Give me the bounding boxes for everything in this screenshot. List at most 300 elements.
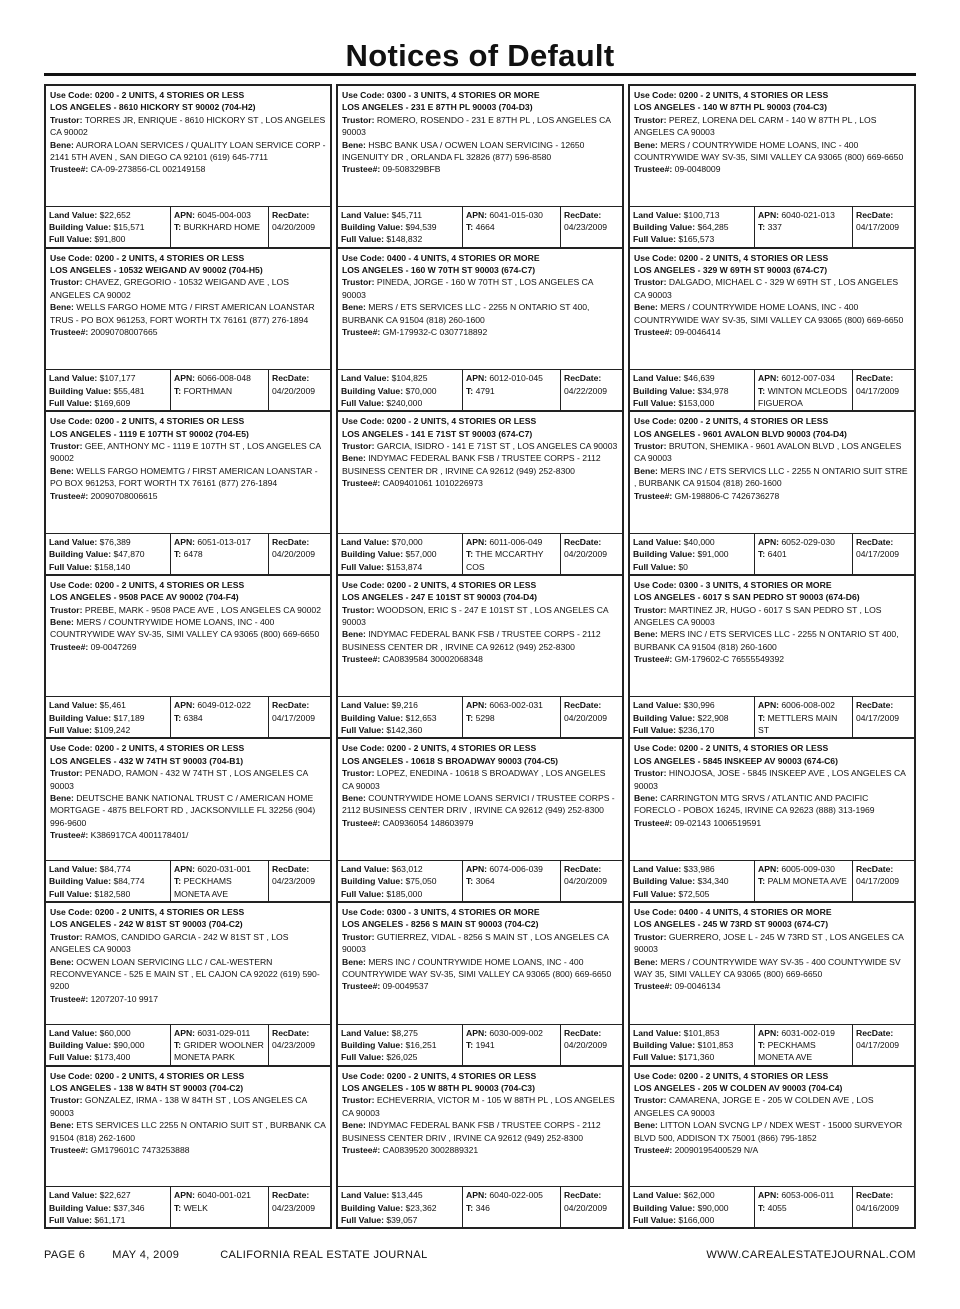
- apn-value: 6031-029-011: [197, 1027, 251, 1038]
- values-cell: [630, 370, 754, 410]
- use-code: Use Code: 0200 - 2 UNITS, 4 STORIES OR LESS: [50, 1070, 245, 1081]
- land-label: Land Value:: [49, 536, 98, 547]
- apn-cell: [754, 861, 852, 901]
- notice-card: [628, 248, 916, 412]
- full-label: Full Value:: [633, 888, 676, 899]
- apn-cell: [170, 861, 268, 901]
- trustee-label: Trustee#:: [342, 654, 381, 665]
- building-label: Building Value:: [633, 1202, 696, 1213]
- recdate-value: 04/17/2009: [856, 712, 900, 723]
- notice-body: [630, 739, 914, 860]
- land-value: $70,000: [391, 536, 423, 547]
- recdate-value: 04/20/2009: [564, 549, 608, 560]
- use-code: Use Code: 0200 - 2 UNITS, 4 STORIES OR LESS: [634, 743, 829, 754]
- tract-label: T:: [758, 385, 766, 396]
- values-cell: [46, 1187, 170, 1227]
- full-value: $165,573: [678, 234, 715, 245]
- land-label: Land Value:: [633, 700, 682, 711]
- tract-label: T:: [174, 712, 182, 723]
- bene-value: INDYMAC FEDERAL BANK FSB / TRUSTEE CORPS - 2112 BUSINESS CENTER DR , IRVINE CA 92612 (949) 252-8300: [342, 629, 601, 652]
- bene-label: Bene:: [634, 956, 658, 967]
- land-value: $60,000: [99, 1027, 131, 1038]
- use-code: Use Code: 0200 - 2 UNITS, 4 STORIES OR LESS: [50, 416, 245, 427]
- notice-card: [628, 902, 916, 1066]
- use-code: Use Code: 0200 - 2 UNITS, 4 STORIES OR LESS: [50, 743, 245, 754]
- trustee-value: 20090195400529 N/A: [674, 1145, 759, 1155]
- values-cell: [338, 697, 462, 737]
- land-value: $40,000: [683, 536, 715, 547]
- land-label: Land Value:: [633, 536, 682, 547]
- apn-label: APN:: [758, 1190, 780, 1201]
- recdate-value: 04/16/2009: [856, 1202, 900, 1213]
- trustee-label: Trustee#:: [342, 1145, 381, 1155]
- land-value: $22,627: [99, 1190, 131, 1201]
- notice-values: [338, 860, 622, 901]
- recdate-label: RecDate:: [272, 536, 310, 547]
- bene-label: Bene:: [342, 629, 366, 640]
- building-value: $90,000: [113, 1039, 145, 1050]
- notice-values: [630, 206, 914, 247]
- full-value: $148,832: [386, 234, 423, 245]
- trustee-label: Trustee#:: [342, 817, 381, 828]
- full-label: Full Value:: [49, 398, 92, 408]
- apn-label: APN:: [758, 863, 780, 874]
- tract-value: 3064: [475, 876, 495, 887]
- apn-value: 6012-007-034: [781, 373, 835, 384]
- trustee-value: CA-09-273856-CL 002149158: [90, 164, 206, 175]
- trustor-value: PINEDA, JORGE - 160 W 70TH ST , LOS ANGELES CA 90003: [342, 277, 594, 300]
- tract-value: FORTHMAN: [183, 385, 233, 396]
- recdate-cell: [560, 207, 622, 247]
- land-label: Land Value:: [341, 209, 390, 220]
- notice-body: [46, 1067, 330, 1188]
- notice-values: [338, 1186, 622, 1227]
- bene-value: MERS INC / ETS SERVICS LLC - 2255 N ONTARIO SUIT STRE , BURBANK CA 91504 (818) 260-1600: [634, 465, 908, 489]
- recdate-cell: [268, 1025, 330, 1065]
- apn-label: APN:: [758, 536, 780, 547]
- property-address: LOS ANGELES - 245 W 73RD ST 90003 (674-C7): [634, 919, 829, 930]
- apn-cell: [754, 1025, 852, 1065]
- trustor-label: Trustor:: [50, 931, 83, 942]
- notice-card: [336, 84, 624, 248]
- trustee-value: GM179601C 7473253888: [90, 1145, 190, 1155]
- notice-card: [628, 1066, 916, 1230]
- apn-label: APN:: [466, 1027, 488, 1038]
- apn-value: 6049-012-022: [197, 700, 251, 711]
- trustee-value: 1207207-10 9917: [90, 993, 158, 1004]
- notices-column: [336, 84, 624, 1229]
- building-label: Building Value:: [341, 712, 404, 723]
- recdate-value: 04/20/2009: [272, 385, 316, 396]
- bene-value: DEUTSCHE BANK NATIONAL TRUST C / AMERICAN HOME MORTGAGE - 4875 BELFORT RD , JACKSONVILLE FL 32256 (904) 996-9600: [50, 793, 316, 828]
- recdate-label: RecDate:: [564, 1027, 602, 1038]
- notice-body: [338, 86, 622, 207]
- footer-url: WWW.CAREALESTATEJOURNAL.COM: [706, 1249, 916, 1261]
- land-label: Land Value:: [341, 700, 390, 711]
- full-value: $109,242: [94, 725, 131, 736]
- recdate-value: 04/17/2009: [856, 385, 900, 396]
- recdate-label: RecDate:: [564, 863, 602, 874]
- land-value: $8,275: [391, 1027, 418, 1038]
- land-label: Land Value:: [633, 1190, 682, 1201]
- notice-card: [44, 248, 332, 412]
- recdate-label: RecDate:: [856, 1027, 894, 1038]
- notice-values: [338, 696, 622, 737]
- bene-label: Bene:: [342, 139, 366, 150]
- recdate-label: RecDate:: [272, 1190, 310, 1201]
- trustor-value: MARTINEZ JR, HUGO - 6017 S SAN PEDRO ST , LOS ANGELES CA 90003: [634, 604, 882, 627]
- building-label: Building Value:: [49, 385, 112, 396]
- land-value: $76,389: [99, 536, 131, 547]
- bene-label: Bene:: [342, 302, 366, 313]
- full-label: Full Value:: [633, 398, 676, 408]
- bene-label: Bene:: [634, 1120, 658, 1131]
- bene-label: Bene:: [50, 1120, 74, 1131]
- land-value: $63,012: [391, 863, 423, 874]
- bene-value: WELLS FARGO HOME MTG / FIRST AMERICAN LOANSTAR TRUS - PO BOX 961253, FORT WORTH TX 76161 (877) 276-1894: [50, 302, 315, 325]
- tract-label: T:: [466, 549, 474, 560]
- trustee-label: Trustee#:: [634, 1145, 673, 1155]
- trustee-value: 09-0046134: [674, 981, 721, 992]
- apn-cell: [170, 370, 268, 410]
- notice-body: [630, 86, 914, 207]
- recdate-cell: [560, 697, 622, 737]
- apn-label: APN:: [758, 700, 780, 711]
- apn-cell: [462, 1025, 560, 1065]
- bene-label: Bene:: [634, 629, 658, 640]
- full-label: Full Value:: [341, 1052, 384, 1063]
- notice-card: [336, 411, 624, 575]
- building-label: Building Value:: [49, 222, 112, 232]
- property-address: LOS ANGELES - 231 E 87TH PL 90003 (704-D3): [342, 102, 533, 113]
- trustee-value: GM-179602-C 76555549392: [674, 654, 785, 665]
- building-label: Building Value:: [49, 1039, 112, 1050]
- recdate-value: 04/23/2009: [564, 222, 608, 232]
- trustor-value: PEREZ, LORENA DEL CARM - 140 W 87TH PL , LOS ANGELES CA 90003: [634, 114, 877, 138]
- tract-value: 5298: [475, 712, 495, 723]
- property-address: LOS ANGELES - 138 W 84TH ST 90003 (704-C2): [50, 1082, 244, 1093]
- bene-value: INDYMAC FEDERAL BANK FSB / TRUSTEE CORPS - 2112 BUSINESS CENTER DR , IRVINE CA 92612 (949) 252-8300: [342, 453, 601, 476]
- recdate-label: RecDate:: [564, 536, 602, 547]
- trustee-label: Trustee#:: [50, 1145, 89, 1155]
- building-value: $34,978: [697, 385, 729, 396]
- land-label: Land Value:: [633, 863, 682, 874]
- notice-card: [336, 575, 624, 739]
- land-label: Land Value:: [633, 1027, 682, 1038]
- trustor-value: GONZALEZ, IRMA - 138 W 84TH ST , LOS ANGELES CA 90003: [50, 1095, 307, 1118]
- tract-label: T:: [174, 222, 182, 232]
- notice-values: [630, 860, 914, 901]
- trustor-label: Trustor:: [342, 1095, 375, 1106]
- notice-values: [46, 860, 330, 901]
- full-label: Full Value:: [49, 561, 92, 572]
- building-label: Building Value:: [49, 712, 112, 723]
- apn-value: 6030-009-002: [489, 1027, 543, 1038]
- notice-card: [628, 575, 916, 739]
- building-value: $47,870: [113, 549, 145, 560]
- trustee-label: Trustee#:: [634, 654, 673, 665]
- trustor-value: CAMARENA, JORGE E - 205 W COLDEN AVE , LOS ANGELES CA 90003: [634, 1095, 874, 1118]
- trustee-label: Trustee#:: [634, 164, 673, 175]
- full-label: Full Value:: [633, 1052, 676, 1063]
- notice-body: [630, 1067, 914, 1188]
- notice-values: [46, 1186, 330, 1227]
- land-value: $46,639: [683, 373, 715, 384]
- bene-value: MERS / COUNTRYWIDE HOME LOANS, INC - 400 COUNTRYWIDE WAY SV-35, SIMI VALLEY CA 93065 (800) 669-6650: [634, 302, 904, 325]
- full-label: Full Value:: [341, 234, 384, 245]
- full-value: $39,057: [386, 1214, 418, 1225]
- building-value: $37,346: [113, 1202, 145, 1213]
- trustor-label: Trustor:: [50, 1095, 83, 1106]
- property-address: LOS ANGELES - 1119 E 107TH ST 90002 (704-E5): [50, 428, 249, 439]
- building-value: $23,362: [405, 1202, 437, 1213]
- trustor-value: TORRES JR, ENRIQUE - 8610 HICKORY ST , LOS ANGELES CA 90002: [50, 114, 326, 138]
- apn-cell: [754, 207, 852, 247]
- trustor-value: WOODSON, ERIC S - 247 E 101ST ST , LOS ANGELES CA 90003: [342, 604, 609, 627]
- trustee-value: K386917CA 4001178401/: [90, 830, 189, 841]
- building-value: $70,000: [405, 385, 437, 396]
- values-cell: [46, 207, 170, 247]
- recdate-value: 04/22/2009: [564, 385, 608, 396]
- land-value: $84,774: [99, 863, 131, 874]
- values-cell: [630, 534, 754, 574]
- building-label: Building Value:: [49, 1202, 112, 1213]
- recdate-value: 04/17/2009: [856, 876, 900, 887]
- land-value: $33,986: [683, 863, 715, 874]
- bene-label: Bene:: [634, 302, 658, 313]
- tract-value: GRIDER WOOLNER MONETA PARK: [174, 1039, 264, 1063]
- bene-label: Bene:: [50, 139, 74, 150]
- notice-body: [630, 576, 914, 697]
- use-code: Use Code: 0200 - 2 UNITS, 4 STORIES OR LESS: [50, 252, 245, 263]
- tract-value: WELK: [183, 1202, 208, 1213]
- notice-values: [338, 206, 622, 247]
- property-address: LOS ANGELES - 140 W 87TH PL 90003 (704-C3): [634, 102, 827, 113]
- building-value: $75,050: [405, 876, 437, 887]
- trustor-label: Trustor:: [342, 441, 375, 451]
- full-value: $153,000: [678, 398, 715, 408]
- recdate-label: RecDate:: [856, 863, 894, 874]
- notice-card: [44, 1066, 332, 1230]
- notice-card: [44, 84, 332, 248]
- tract-value: 1941: [475, 1039, 495, 1050]
- bene-value: MERS / ETS SERVICES LLC - 2255 N ONTARIO ST 400, BURBANK CA 91504 (818) 260-1600: [342, 302, 590, 325]
- apn-cell: [462, 697, 560, 737]
- trustor-label: Trustor:: [634, 277, 667, 288]
- footer-date: MAY 4, 2009: [112, 1249, 180, 1261]
- recdate-label: RecDate:: [856, 373, 894, 384]
- full-label: Full Value:: [49, 725, 92, 736]
- building-label: Building Value:: [633, 549, 696, 560]
- apn-label: APN:: [758, 1027, 780, 1038]
- values-cell: [338, 207, 462, 247]
- trustor-label: Trustor:: [342, 931, 375, 942]
- recdate-value: 04/17/2009: [856, 1039, 900, 1050]
- trustor-value: GUTIERREZ, VIDAL - 8256 S MAIN ST , LOS ANGELES CA 90003: [342, 931, 609, 955]
- recdate-cell: [560, 534, 622, 574]
- tract-label: T:: [174, 549, 182, 560]
- property-address: LOS ANGELES - 5845 INSKEEP AV 90003 (674-C6): [634, 755, 838, 766]
- use-code: Use Code: 0200 - 2 UNITS, 4 STORIES OR LESS: [634, 416, 829, 427]
- building-value: $15,571: [113, 222, 145, 232]
- property-address: LOS ANGELES - 432 W 74TH ST 90003 (704-B1): [50, 755, 244, 766]
- tract-label: T:: [466, 1039, 474, 1050]
- notice-body: [338, 412, 622, 533]
- building-value: $12,653: [405, 712, 437, 723]
- apn-label: APN:: [174, 1027, 196, 1038]
- recdate-label: RecDate:: [564, 373, 602, 384]
- recdate-value: 04/23/2009: [272, 1202, 316, 1213]
- trustee-value: 09-0047269: [90, 641, 137, 652]
- bene-value: MERS / COUNTRYWIDE HOME LOANS, INC - 400 COUNTRYWIDE WAY SV-35, SIMI VALLEY CA 93065 (800) 669-6650: [50, 617, 320, 640]
- page-footer: [44, 1249, 916, 1261]
- notice-card: [44, 411, 332, 575]
- trustor-label: Trustor:: [634, 1095, 667, 1106]
- notice-values: [630, 533, 914, 574]
- apn-label: APN:: [466, 373, 488, 384]
- land-value: $22,652: [99, 209, 131, 220]
- trustee-label: Trustee#:: [50, 164, 89, 175]
- property-address: LOS ANGELES - 141 E 71ST ST 90003 (674-C7): [342, 428, 533, 439]
- tract-label: T:: [466, 1202, 474, 1213]
- trustor-value: BRUTON, SHEMIKA - 9601 AVALON BLVD , LOS ANGELES CA 90003: [634, 441, 902, 464]
- land-value: $45,711: [391, 209, 423, 220]
- bene-value: AURORA LOAN SERVICES / QUALITY LOAN SERVICE CORP - 2141 5TH AVEN , SAN DIEGO CA 92101 (619) 645-7711: [50, 139, 326, 163]
- property-address: LOS ANGELES - 329 W 69TH ST 90003 (674-C7): [634, 265, 828, 275]
- building-value: $16,251: [405, 1039, 437, 1050]
- apn-value: 6012-010-045: [489, 373, 543, 384]
- land-label: Land Value:: [341, 863, 390, 874]
- trustor-value: PENADO, RAMON - 432 W 74TH ST , LOS ANGELES CA 90003: [50, 768, 308, 791]
- notice-values: [46, 369, 330, 410]
- recdate-cell: [852, 1187, 914, 1227]
- full-label: Full Value:: [633, 234, 676, 245]
- bene-value: MERS INC / COUNTRYWIDE HOME LOANS, INC - 400 COUNTRYWIDE WAY SV-35, SIMI VALLEY CA 93065 (800) 669-6650: [342, 956, 612, 979]
- land-label: Land Value:: [49, 1027, 98, 1038]
- notice-values: [46, 1024, 330, 1065]
- apn-cell: [170, 697, 268, 737]
- apn-label: APN:: [174, 1190, 196, 1201]
- recdate-label: RecDate:: [272, 700, 310, 711]
- building-label: Building Value:: [633, 222, 696, 232]
- apn-label: APN:: [174, 700, 196, 711]
- use-code: Use Code: 0200 - 2 UNITS, 4 STORIES OR LESS: [342, 579, 537, 590]
- property-address: LOS ANGELES - 247 E 101ST ST 90003 (704-D4): [342, 592, 538, 603]
- tract-label: T:: [466, 222, 474, 232]
- building-value: $91,000: [697, 549, 729, 560]
- apn-label: APN:: [174, 373, 196, 384]
- land-label: Land Value:: [341, 1027, 390, 1038]
- trustee-value: 20090708007665: [90, 327, 158, 338]
- apn-value: 6045-004-003: [197, 209, 251, 220]
- building-label: Building Value:: [341, 1039, 404, 1050]
- building-value: $64,285: [697, 222, 729, 232]
- land-label: Land Value:: [49, 863, 98, 874]
- title-rule: [44, 73, 916, 76]
- tract-value: PECKHAMS MONETA AVE: [758, 1039, 816, 1063]
- trustee-value: GM-179932-C 0307718892: [382, 327, 488, 338]
- full-value: $182,580: [94, 888, 131, 899]
- values-cell: [338, 370, 462, 410]
- land-value: $107,177: [99, 373, 136, 384]
- recdate-cell: [268, 370, 330, 410]
- trustee-label: Trustee#:: [50, 830, 89, 841]
- trustor-value: LOPEZ, ENEDINA - 10618 S BROADWAY , LOS ANGELES CA 90003: [342, 768, 606, 791]
- land-label: Land Value:: [49, 700, 98, 711]
- tract-label: T:: [174, 1039, 182, 1050]
- bene-label: Bene:: [342, 1120, 366, 1131]
- trustor-label: Trustor:: [342, 604, 375, 615]
- use-code: Use Code: 0200 - 2 UNITS, 4 STORIES OR LESS: [50, 906, 245, 917]
- bene-label: Bene:: [342, 453, 366, 464]
- apn-value: 6063-002-031: [489, 700, 543, 711]
- recdate-value: 04/20/2009: [564, 1202, 608, 1213]
- recdate-value: 04/23/2009: [272, 1039, 316, 1050]
- use-code: Use Code: 0200 - 2 UNITS, 4 STORIES OR LESS: [634, 90, 829, 100]
- property-address: LOS ANGELES - 10618 S BROADWAY 90003 (704-C5): [342, 755, 559, 766]
- bene-value: CARRINGTON MTG SRVS / ATLANTIC AND PACIFIC FORECLO - POBOX 16245, IRVINE CA 92623 (888) 313-1969: [634, 793, 875, 816]
- apn-label: APN:: [174, 863, 196, 874]
- apn-cell: [754, 697, 852, 737]
- recdate-value: 04/20/2009: [564, 876, 608, 887]
- values-cell: [338, 861, 462, 901]
- apn-value: 6040-021-013: [781, 209, 835, 220]
- values-cell: [630, 697, 754, 737]
- trustee-value: CA0936054 148603979: [382, 817, 474, 828]
- notice-body: [338, 1067, 622, 1188]
- apn-cell: [170, 207, 268, 247]
- trustor-value: GUERRERO, JOSE L - 245 W 73RD ST , LOS ANGELES CA 90003: [634, 931, 904, 955]
- land-value: $13,445: [391, 1190, 423, 1201]
- full-label: Full Value:: [49, 1214, 92, 1225]
- trustor-label: Trustor:: [50, 441, 83, 451]
- bene-label: Bene:: [50, 302, 74, 313]
- trustee-value: 09-508329BFB: [382, 164, 441, 175]
- notice-values: [630, 1024, 914, 1065]
- recdate-value: 04/17/2009: [856, 222, 900, 232]
- notice-card: [628, 738, 916, 902]
- use-code: Use Code: 0200 - 2 UNITS, 4 STORIES OR LESS: [50, 579, 245, 590]
- tract-value: 6384: [183, 712, 203, 723]
- trustor-label: Trustor:: [50, 604, 83, 615]
- recdate-label: RecDate:: [564, 1190, 602, 1201]
- recdate-cell: [268, 207, 330, 247]
- notice-card: [628, 411, 916, 575]
- trustee-label: Trustee#:: [634, 490, 673, 501]
- land-label: Land Value:: [633, 209, 682, 220]
- trustor-value: HINOJOSA, JOSE - 5845 INSKEEP AVE , LOS ANGELES CA 90003: [634, 768, 906, 791]
- trustor-value: GEE, ANTHONY MC - 1119 E 107TH ST , LOS ANGELES CA 90002: [50, 441, 321, 464]
- recdate-value: 04/20/2009: [272, 549, 316, 560]
- trustor-label: Trustor:: [50, 277, 83, 288]
- recdate-cell: [560, 861, 622, 901]
- apn-cell: [170, 1025, 268, 1065]
- recdate-label: RecDate:: [564, 209, 602, 220]
- apn-value: 6052-029-030: [781, 536, 835, 547]
- land-value: $30,996: [683, 700, 715, 711]
- tract-value: 346: [475, 1202, 490, 1213]
- trustor-label: Trustor:: [634, 604, 667, 615]
- property-address: LOS ANGELES - 6017 S SAN PEDRO ST 90003 (674-D6): [634, 592, 860, 603]
- full-value: $72,505: [678, 888, 710, 899]
- building-label: Building Value:: [49, 876, 112, 887]
- trustee-label: Trustee#:: [50, 641, 89, 652]
- trustor-value: ROMERO, ROSENDO - 231 E 87TH PL , LOS ANGELES CA 90003: [342, 114, 611, 138]
- apn-label: APN:: [466, 536, 488, 547]
- use-code: Use Code: 0300 - 3 UNITS, 4 STORIES OR MORE: [342, 90, 540, 100]
- notice-card: [336, 902, 624, 1066]
- bene-label: Bene:: [50, 465, 74, 476]
